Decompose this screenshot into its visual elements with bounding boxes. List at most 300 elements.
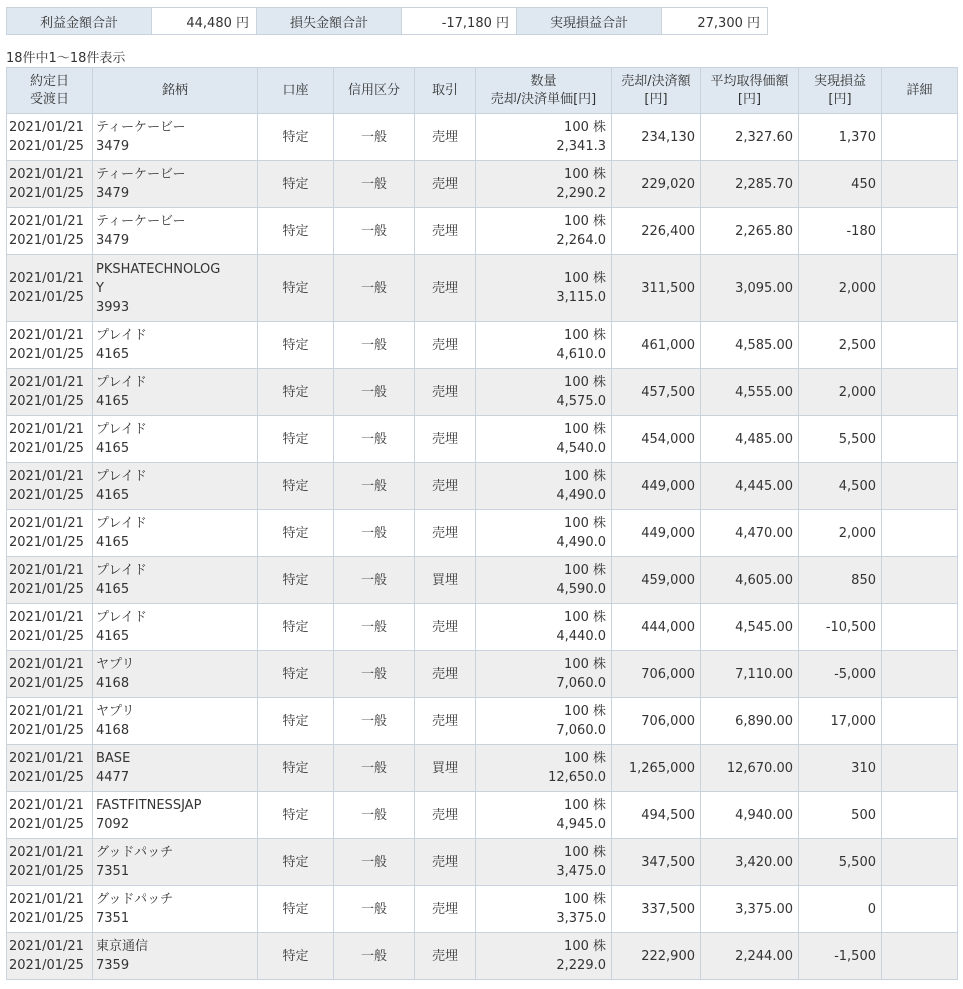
credit-type: 一般 — [334, 604, 415, 651]
settle-date: 2021/01/25 — [9, 186, 84, 201]
sale-amount: 706,000 — [612, 651, 701, 698]
date-cell — [7, 463, 93, 510]
sale-amount: 449,000 — [612, 510, 701, 557]
settle-date: 2021/01/25 — [9, 290, 84, 305]
quantity-cell — [476, 208, 612, 255]
detail-cell[interactable] — [882, 208, 958, 255]
sale-amount: 457,500 — [612, 369, 701, 416]
credit-type: 一般 — [334, 651, 415, 698]
realized-pl: 0 — [799, 886, 882, 933]
security-name-lines — [96, 212, 257, 231]
trade-date: 2021/01/21 — [9, 798, 84, 813]
avg-acquisition-price: 6,890.00 — [701, 698, 799, 745]
quantity-cell — [476, 322, 612, 369]
trade-date: 2021/01/21 — [9, 657, 84, 672]
unit-price: 2,229.0 — [556, 958, 606, 973]
quantity: 100 株 — [564, 798, 606, 813]
trade-date: 2021/01/21 — [9, 469, 84, 484]
table-body — [7, 114, 958, 980]
realized-pl: 850 — [799, 557, 882, 604]
unit-price: 2,290.2 — [556, 186, 606, 201]
sale-amount: 459,000 — [612, 557, 701, 604]
security-cell — [93, 161, 258, 208]
credit-type: 一般 — [334, 745, 415, 792]
security-name: ヤプリ — [96, 704, 135, 719]
quantity: 100 株 — [564, 120, 606, 135]
security-name: ティーケービー — [96, 167, 186, 182]
detail-cell[interactable] — [882, 255, 958, 322]
date-cell — [7, 322, 93, 369]
header-quantity — [476, 68, 612, 114]
security-cell — [93, 510, 258, 557]
trade-date: 2021/01/21 — [9, 271, 84, 286]
security-name: ヤプリ — [96, 657, 135, 672]
sale-amount: 449,000 — [612, 463, 701, 510]
table-row — [7, 463, 958, 510]
detail-cell[interactable] — [882, 651, 958, 698]
date-cell — [7, 416, 93, 463]
avg-acquisition-price: 4,555.00 — [701, 369, 799, 416]
header-unit-price: 売却/決済単価[円] — [490, 91, 597, 107]
realized-pl: 17,000 — [799, 698, 882, 745]
security-name: プレイド — [96, 328, 147, 343]
account-type: 特定 — [258, 510, 334, 557]
realized-pl: 2,500 — [799, 322, 882, 369]
realized-pl: 310 — [799, 745, 882, 792]
quantity: 100 株 — [564, 271, 606, 286]
security-code: 4165 — [96, 441, 130, 456]
date-cell — [7, 698, 93, 745]
account-type: 特定 — [258, 208, 334, 255]
security-name-lines — [96, 608, 257, 627]
security-name-lines — [96, 118, 257, 137]
avg-acquisition-price: 4,940.00 — [701, 792, 799, 839]
quantity: 100 株 — [564, 845, 606, 860]
table-row — [7, 651, 958, 698]
trade-type: 売埋 — [415, 886, 476, 933]
security-name: ティーケービー — [96, 120, 186, 135]
security-name-lines — [96, 165, 257, 184]
credit-type: 一般 — [334, 510, 415, 557]
unit-price: 7,060.0 — [556, 676, 606, 691]
avg-acquisition-price: 2,285.70 — [701, 161, 799, 208]
trade-type: 売埋 — [415, 114, 476, 161]
detail-cell[interactable] — [882, 322, 958, 369]
security-name: FASTFITNESSJAP — [96, 798, 202, 813]
trade-type: 売埋 — [415, 651, 476, 698]
security-cell — [93, 745, 258, 792]
security-code: 3479 — [96, 139, 130, 154]
header-detail: 詳細 — [882, 68, 958, 114]
credit-type: 一般 — [334, 161, 415, 208]
unit-price: 12,650.0 — [548, 770, 606, 785]
date-cell — [7, 255, 93, 322]
credit-type: 一般 — [334, 416, 415, 463]
header-avg-label: 平均取得価額 — [710, 73, 789, 89]
detail-cell[interactable] — [882, 933, 958, 980]
settle-date: 2021/01/25 — [9, 864, 84, 879]
unit-price: 7,060.0 — [556, 723, 606, 738]
security-cell — [93, 604, 258, 651]
security-name-lines — [96, 749, 257, 768]
avg-acquisition-price: 7,110.00 — [701, 651, 799, 698]
date-cell — [7, 208, 93, 255]
trade-date: 2021/01/21 — [9, 375, 84, 390]
trade-type: 売埋 — [415, 322, 476, 369]
credit-type: 一般 — [334, 839, 415, 886]
unit-price: 4,945.0 — [556, 817, 606, 832]
security-name-lines — [96, 796, 257, 815]
security-name-lines — [96, 937, 257, 956]
realized-pl: 500 — [799, 792, 882, 839]
quantity: 100 株 — [564, 751, 606, 766]
account-type: 特定 — [258, 255, 334, 322]
settle-date: 2021/01/25 — [9, 233, 84, 248]
account-type: 特定 — [258, 369, 334, 416]
security-cell — [93, 463, 258, 510]
unit-price: 4,575.0 — [556, 394, 606, 409]
security-name: グッドパッチ — [96, 845, 174, 860]
unit-price: 4,610.0 — [556, 347, 606, 362]
security-name-lines — [96, 467, 257, 486]
account-type: 特定 — [258, 698, 334, 745]
sale-amount: 1,265,000 — [612, 745, 701, 792]
credit-type: 一般 — [334, 114, 415, 161]
security-name: プレイド — [96, 563, 147, 578]
trade-type: 売埋 — [415, 698, 476, 745]
trade-date: 2021/01/21 — [9, 751, 84, 766]
header-trade-date: 約定日 — [29, 73, 69, 89]
settle-date: 2021/01/25 — [9, 629, 84, 644]
account-type: 特定 — [258, 651, 334, 698]
security-code: 7359 — [96, 958, 130, 973]
result-count: 18件中1～18件表示 — [6, 51, 126, 66]
realized-pl: 4,500 — [799, 463, 882, 510]
date-cell — [7, 510, 93, 557]
settle-date: 2021/01/25 — [9, 582, 84, 597]
table-row — [7, 839, 958, 886]
unit-price: 4,540.0 — [556, 441, 606, 456]
account-type: 特定 — [258, 114, 334, 161]
security-name: プレイド — [96, 610, 147, 625]
quantity: 100 株 — [564, 375, 606, 390]
trade-date: 2021/01/21 — [9, 845, 84, 860]
profit-total-label: 利益金額合計 — [7, 8, 152, 35]
realized-pl-table — [6, 67, 958, 980]
security-cell — [93, 114, 258, 161]
trade-date: 2021/01/21 — [9, 563, 84, 578]
account-type: 特定 — [258, 604, 334, 651]
credit-type: 一般 — [334, 698, 415, 745]
security-name: Y — [96, 280, 104, 296]
unit-price: 4,590.0 — [556, 582, 606, 597]
security-name: プレイド — [96, 469, 147, 484]
table-row — [7, 745, 958, 792]
trade-type: 売埋 — [415, 208, 476, 255]
table-header — [7, 68, 958, 114]
trade-date: 2021/01/21 — [9, 120, 84, 135]
avg-acquisition-price: 4,545.00 — [701, 604, 799, 651]
trade-type: 売埋 — [415, 255, 476, 322]
credit-type: 一般 — [334, 792, 415, 839]
unit-price: 4,440.0 — [556, 629, 606, 644]
credit-type: 一般 — [334, 463, 415, 510]
security-code: 4168 — [96, 723, 130, 738]
table-row — [7, 369, 958, 416]
loss-total-value: -17,180 円 — [402, 8, 517, 35]
header-qty: 数量 — [530, 73, 557, 89]
security-code: 4165 — [96, 347, 130, 362]
credit-type: 一般 — [334, 933, 415, 980]
security-code: 3479 — [96, 186, 130, 201]
header-amount-unit: [円] — [644, 91, 668, 107]
detail-cell[interactable] — [882, 416, 958, 463]
sale-amount: 222,900 — [612, 933, 701, 980]
table-row — [7, 510, 958, 557]
header-amount-label: 売却/決済額 — [621, 73, 691, 89]
quantity-cell — [476, 369, 612, 416]
sale-amount: 444,000 — [612, 604, 701, 651]
avg-acquisition-price: 4,605.00 — [701, 557, 799, 604]
trade-type: 売埋 — [415, 510, 476, 557]
sale-amount: 234,130 — [612, 114, 701, 161]
quantity-cell — [476, 698, 612, 745]
unit-price: 4,490.0 — [556, 488, 606, 503]
detail-cell[interactable] — [882, 557, 958, 604]
settle-date: 2021/01/25 — [9, 676, 84, 691]
avg-acquisition-price: 12,670.00 — [701, 745, 799, 792]
table-row — [7, 114, 958, 161]
profit-total-value: 44,480 円 — [152, 8, 257, 35]
avg-acquisition-price: 4,485.00 — [701, 416, 799, 463]
detail-cell[interactable] — [882, 510, 958, 557]
sale-amount: 706,000 — [612, 698, 701, 745]
realized-pl: 5,500 — [799, 416, 882, 463]
security-name-lines — [96, 561, 257, 580]
avg-acquisition-price: 4,585.00 — [701, 322, 799, 369]
settle-date: 2021/01/25 — [9, 488, 84, 503]
realized-pl: -180 — [799, 208, 882, 255]
account-type: 特定 — [258, 933, 334, 980]
security-code: 4165 — [96, 582, 130, 597]
date-cell — [7, 604, 93, 651]
detail-cell[interactable] — [882, 792, 958, 839]
quantity: 100 株 — [564, 516, 606, 531]
trade-date: 2021/01/21 — [9, 516, 84, 531]
security-name-lines — [96, 514, 257, 533]
trade-date: 2021/01/21 — [9, 167, 84, 182]
security-code: 4477 — [96, 770, 130, 785]
detail-cell[interactable] — [882, 604, 958, 651]
quantity: 100 株 — [564, 610, 606, 625]
quantity-cell — [476, 651, 612, 698]
settle-date: 2021/01/25 — [9, 770, 84, 785]
avg-acquisition-price: 4,445.00 — [701, 463, 799, 510]
loss-total-label: 損失金額合計 — [257, 8, 402, 35]
security-name: プレイド — [96, 422, 147, 437]
realized-pl: -10,500 — [799, 604, 882, 651]
quantity: 100 株 — [564, 422, 606, 437]
security-name-lines — [96, 373, 257, 392]
security-cell — [93, 839, 258, 886]
sale-amount: 311,500 — [612, 255, 701, 322]
table-row — [7, 208, 958, 255]
security-name-lines — [96, 420, 257, 439]
sale-amount: 454,000 — [612, 416, 701, 463]
realized-pl: 2,000 — [799, 369, 882, 416]
table-row — [7, 604, 958, 651]
trade-date: 2021/01/21 — [9, 892, 84, 907]
trade-date: 2021/01/21 — [9, 704, 84, 719]
realized-pl: 1,370 — [799, 114, 882, 161]
summary-table — [6, 7, 768, 35]
security-cell — [93, 557, 258, 604]
date-cell — [7, 114, 93, 161]
quantity: 100 株 — [564, 563, 606, 578]
date-cell — [7, 792, 93, 839]
header-credit: 信用区分 — [334, 68, 415, 114]
security-code: 4165 — [96, 394, 130, 409]
unit-price: 3,375.0 — [556, 911, 606, 926]
detail-cell[interactable] — [882, 114, 958, 161]
unit-price: 3,475.0 — [556, 864, 606, 879]
quantity: 100 株 — [564, 328, 606, 343]
trade-type: 売埋 — [415, 369, 476, 416]
trade-type: 売埋 — [415, 839, 476, 886]
security-code: 7092 — [96, 817, 130, 832]
table-row — [7, 161, 958, 208]
unit-price: 2,264.0 — [556, 233, 606, 248]
security-name-lines — [96, 260, 257, 298]
table-row — [7, 255, 958, 322]
summary-row — [7, 8, 768, 35]
security-name-lines — [96, 326, 257, 345]
credit-type: 一般 — [334, 369, 415, 416]
date-cell — [7, 839, 93, 886]
security-code: 7351 — [96, 864, 130, 879]
date-cell — [7, 651, 93, 698]
header-pl-unit: [円] — [828, 91, 852, 107]
table-row — [7, 698, 958, 745]
security-name: ティーケービー — [96, 214, 186, 229]
security-cell — [93, 651, 258, 698]
trade-date: 2021/01/21 — [9, 610, 84, 625]
header-dates — [7, 68, 93, 114]
settle-date: 2021/01/25 — [9, 139, 84, 154]
settle-date: 2021/01/25 — [9, 958, 84, 973]
account-type: 特定 — [258, 745, 334, 792]
realized-pl: 2,000 — [799, 510, 882, 557]
avg-acquisition-price: 2,244.00 — [701, 933, 799, 980]
security-code: 7351 — [96, 911, 130, 926]
realized-total-value: 27,300 円 — [662, 8, 768, 35]
date-cell — [7, 161, 93, 208]
date-cell — [7, 886, 93, 933]
avg-acquisition-price: 4,470.00 — [701, 510, 799, 557]
header-settle-date: 受渡日 — [29, 91, 69, 107]
quantity: 100 株 — [564, 939, 606, 954]
security-name: プレイド — [96, 375, 147, 390]
credit-type: 一般 — [334, 208, 415, 255]
avg-acquisition-price: 3,420.00 — [701, 839, 799, 886]
security-cell — [93, 322, 258, 369]
quantity-cell — [476, 933, 612, 980]
trade-type: 売埋 — [415, 604, 476, 651]
quantity-cell — [476, 792, 612, 839]
trade-type: 売埋 — [415, 933, 476, 980]
realized-total-label: 実現損益合計 — [517, 8, 662, 35]
quantity-cell — [476, 255, 612, 322]
realized-pl: -1,500 — [799, 933, 882, 980]
detail-cell[interactable] — [882, 161, 958, 208]
security-name-lines — [96, 702, 257, 721]
security-cell — [93, 255, 258, 322]
sale-amount: 347,500 — [612, 839, 701, 886]
avg-acquisition-price: 2,327.60 — [701, 114, 799, 161]
table-row — [7, 933, 958, 980]
trade-type: 買埋 — [415, 557, 476, 604]
trade-type: 売埋 — [415, 792, 476, 839]
security-name: グッドパッチ — [96, 892, 174, 907]
security-cell — [93, 416, 258, 463]
trade-type: 買埋 — [415, 745, 476, 792]
header-pl-label: 実現損益 — [813, 73, 866, 89]
account-type: 特定 — [258, 792, 334, 839]
sale-amount: 461,000 — [612, 322, 701, 369]
quantity: 100 株 — [564, 214, 606, 229]
realized-pl: 5,500 — [799, 839, 882, 886]
account-type: 特定 — [258, 463, 334, 510]
avg-acquisition-price: 3,375.00 — [701, 886, 799, 933]
settle-date: 2021/01/25 — [9, 817, 84, 832]
quantity-cell — [476, 510, 612, 557]
detail-cell[interactable] — [882, 745, 958, 792]
security-code: 4165 — [96, 629, 130, 644]
security-code: 3479 — [96, 233, 130, 248]
security-cell — [93, 369, 258, 416]
detail-cell[interactable] — [882, 839, 958, 886]
trade-date: 2021/01/21 — [9, 214, 84, 229]
table-row — [7, 886, 958, 933]
credit-type: 一般 — [334, 557, 415, 604]
account-type: 特定 — [258, 322, 334, 369]
sale-amount: 229,020 — [612, 161, 701, 208]
detail-cell[interactable] — [882, 886, 958, 933]
trade-type: 売埋 — [415, 161, 476, 208]
detail-cell[interactable] — [882, 698, 958, 745]
quantity-cell — [476, 463, 612, 510]
settle-date: 2021/01/25 — [9, 441, 84, 456]
header-avg-unit: [円] — [737, 91, 762, 107]
security-name: プレイド — [96, 516, 147, 531]
quantity-cell — [476, 604, 612, 651]
detail-cell[interactable] — [882, 463, 958, 510]
settle-date: 2021/01/25 — [9, 394, 84, 409]
trade-type: 売埋 — [415, 463, 476, 510]
date-cell — [7, 369, 93, 416]
header-avg-cost — [701, 68, 799, 114]
settle-date: 2021/01/25 — [9, 347, 84, 362]
security-code: 4165 — [96, 488, 130, 503]
account-type: 特定 — [258, 886, 334, 933]
avg-acquisition-price: 3,095.00 — [701, 255, 799, 322]
quantity-cell — [476, 416, 612, 463]
trade-date: 2021/01/21 — [9, 328, 84, 343]
detail-cell[interactable] — [882, 369, 958, 416]
trade-date: 2021/01/21 — [9, 939, 84, 954]
settle-date: 2021/01/25 — [9, 723, 84, 738]
security-name: BASE — [96, 751, 131, 766]
